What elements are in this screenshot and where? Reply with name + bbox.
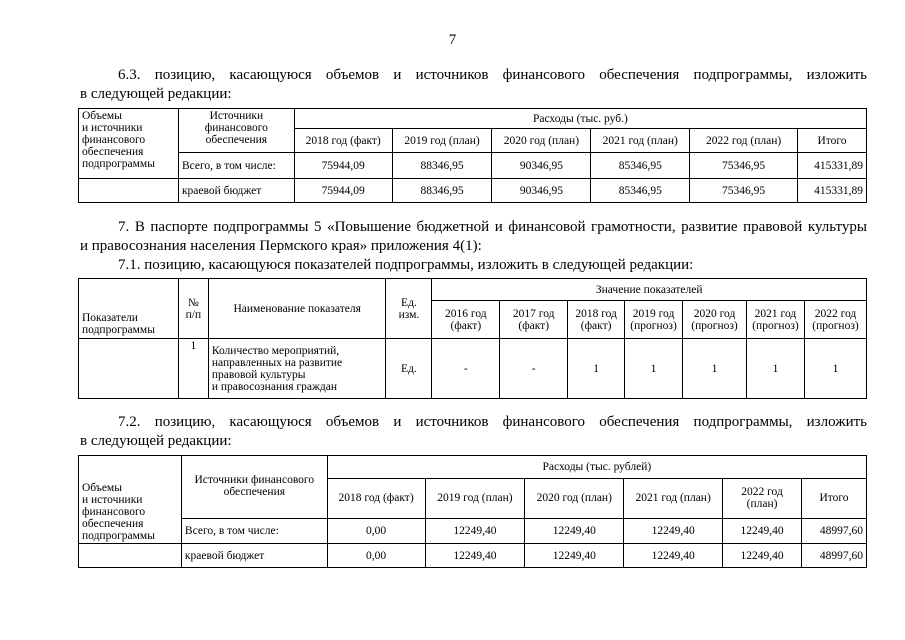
t2-col-a: Показатели подпрограммы bbox=[79, 279, 179, 339]
t1-cell: 415331,89 bbox=[797, 179, 866, 203]
t1-cell: 85346,95 bbox=[591, 179, 690, 203]
t1-header: 2019 год (план) bbox=[392, 129, 492, 153]
t3-cell: 12249,40 bbox=[723, 544, 802, 568]
t1-row-label: Всего, в том числе: bbox=[178, 153, 294, 179]
t1-cell: 88346,95 bbox=[392, 153, 492, 179]
t2-header: 2019 год (прогноз) bbox=[625, 301, 683, 339]
t2-row-unit: Ед. bbox=[386, 339, 432, 399]
t1-cell: 75346,95 bbox=[690, 153, 798, 179]
paragraph-7-1: 7.1. позицию, касающуюся показателей подпрограммы, изложить в следующей редакции: bbox=[118, 257, 694, 273]
t3-cell: 48997,60 bbox=[801, 544, 866, 568]
paragraph-7-line2: и правосознания населения Пермского края» приложения 4(1): bbox=[80, 238, 482, 254]
t1-header: 2020 год (план) bbox=[492, 129, 591, 153]
indicators-table bbox=[78, 278, 867, 399]
t3-cell: 12249,40 bbox=[425, 518, 525, 543]
t3-col-a-continued bbox=[79, 544, 182, 568]
t1-cell: 415331,89 bbox=[797, 153, 866, 179]
t3-header: 2018 год (факт) bbox=[327, 479, 425, 519]
t2-row-name: Количество мероприятий, направленных на развитие правовой культуры и правосознания граждан bbox=[208, 339, 386, 399]
t2-group-header: Значение показателей bbox=[432, 279, 867, 301]
t3-col-a: Объемы и источники финансового обеспечения подпрограммы bbox=[79, 456, 182, 544]
t3-cell: 12249,40 bbox=[624, 544, 723, 568]
t3-header: 2019 год (план) bbox=[425, 479, 525, 519]
t2-cell: 1 bbox=[683, 339, 747, 399]
t3-cell: 12249,40 bbox=[525, 544, 624, 568]
funding-table-2 bbox=[78, 455, 867, 568]
t2-col-num: № п/п bbox=[178, 279, 208, 339]
t3-cell: 12249,40 bbox=[425, 544, 525, 568]
t2-cell: 1 bbox=[568, 339, 625, 399]
t1-header: Итого bbox=[797, 129, 866, 153]
t1-cell: 88346,95 bbox=[392, 179, 492, 203]
t2-cell: 1 bbox=[625, 339, 683, 399]
t2-cell: - bbox=[500, 339, 568, 399]
t1-col-b: Источники финансового обеспечения bbox=[178, 109, 294, 153]
t2-header: 2017 год (факт) bbox=[500, 301, 568, 339]
t3-header: Итого bbox=[801, 479, 866, 519]
t1-header: 2022 год (план) bbox=[690, 129, 798, 153]
t2-header: 2020 год (прогноз) bbox=[683, 301, 747, 339]
t1-col-a-continued bbox=[79, 179, 179, 203]
t2-col-unit: Ед. изм. bbox=[386, 279, 432, 339]
t1-col-a: Объемы и источники финансового обеспечения подпрограммы bbox=[79, 109, 179, 179]
t3-header: 2022 год (план) bbox=[723, 479, 802, 519]
t1-cell: 75944,09 bbox=[294, 153, 392, 179]
t1-header: 2018 год (факт) bbox=[294, 129, 392, 153]
t2-cell: 1 bbox=[746, 339, 804, 399]
funding-table-1 bbox=[78, 108, 867, 203]
t1-cell: 90346,95 bbox=[492, 179, 591, 203]
t3-row-label: Всего, в том числе: bbox=[181, 518, 327, 543]
t2-header: 2018 год (факт) bbox=[568, 301, 625, 339]
t2-header: 2016 год (факт) bbox=[432, 301, 500, 339]
paragraph-6-3-line2: в следующей редакции: bbox=[80, 86, 232, 102]
t3-cell: 12249,40 bbox=[525, 518, 624, 543]
t3-col-b: Источники финансового обеспечения bbox=[181, 456, 327, 519]
t1-header: 2021 год (план) bbox=[591, 129, 690, 153]
t3-cell: 48997,60 bbox=[801, 518, 866, 543]
t3-group-header: Расходы (тыс. рублей) bbox=[327, 456, 866, 479]
t1-group-header: Расходы (тыс. руб.) bbox=[294, 109, 866, 129]
t2-col-a-continued bbox=[79, 339, 179, 399]
t3-cell: 12249,40 bbox=[624, 518, 723, 543]
t1-cell: 75346,95 bbox=[690, 179, 798, 203]
t2-header: 2022 год (прогноз) bbox=[804, 301, 866, 339]
paragraph-6-3-line1: 6.3. позицию, касающуюся объемов и источников финансового обеспечения подпрограммы, изложить bbox=[118, 67, 867, 83]
t2-header: 2021 год (прогноз) bbox=[746, 301, 804, 339]
t1-row-label: краевой бюджет bbox=[178, 179, 294, 203]
t2-row-num: 1 bbox=[178, 339, 208, 399]
t3-cell: 12249,40 bbox=[723, 518, 802, 543]
paragraph-7-2-line2: в следующей редакции: bbox=[80, 433, 232, 449]
page-number: 7 bbox=[448, 32, 457, 48]
t1-cell: 85346,95 bbox=[591, 153, 690, 179]
t2-cell: 1 bbox=[804, 339, 866, 399]
t1-cell: 90346,95 bbox=[492, 153, 591, 179]
t2-col-name: Наименование показателя bbox=[208, 279, 386, 339]
t1-cell: 75944,09 bbox=[294, 179, 392, 203]
t3-header: 2020 год (план) bbox=[525, 479, 624, 519]
paragraph-7-line1: 7. В паспорте подпрограммы 5 «Повышение бюджетной и финансовой грамотности, развитие правовой культуры bbox=[118, 219, 867, 235]
t3-cell: 0,00 bbox=[327, 518, 425, 543]
t3-row-label: краевой бюджет bbox=[181, 544, 327, 568]
t3-cell: 0,00 bbox=[327, 544, 425, 568]
paragraph-7-2-line1: 7.2. позицию, касающуюся объемов и источников финансового обеспечения подпрограммы, изложить bbox=[118, 414, 867, 430]
t2-cell: - bbox=[432, 339, 500, 399]
t3-header: 2021 год (план) bbox=[624, 479, 723, 519]
